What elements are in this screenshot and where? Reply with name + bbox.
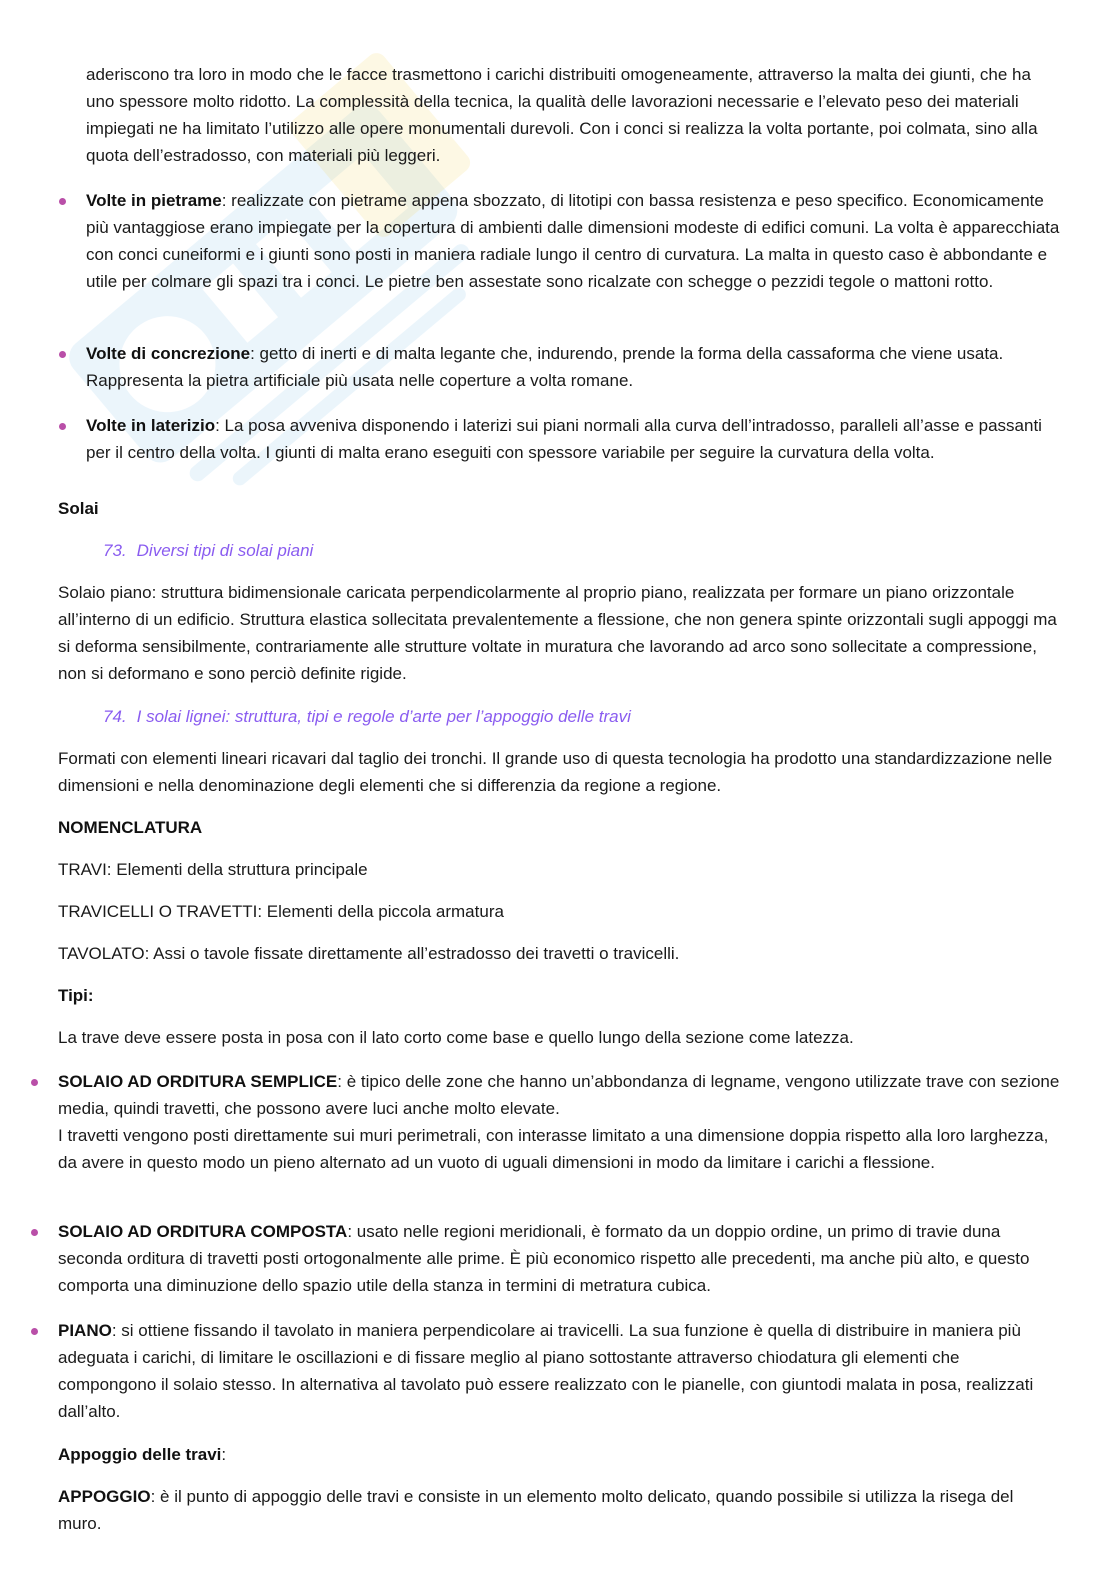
description: : La posa avveniva disponendo i laterizi sui piani normali alla curva dell’intradosso, paralleli all’asse e passanti per il centro della volta. I giunti di malta erano eseguiti con spessore variabile per seguire la curvatura della volta. [86,416,1042,462]
question-heading-74: 74. I solai lignei: struttura, tipi e regole d’arte per l’appoggio delle travi [103,707,631,726]
nomenclatura-item: TAVOLATO: Assi o tavole fissate direttamente all’estradosso dei travetti o travicelli. [58,944,680,963]
appoggio-paragraph [58,1483,1061,1537]
section-title-solai: Solai [58,499,99,518]
description: : è tipico delle zone che hanno un’abbondanza di legname, vengono utilizzate trave con sezione media, quindi travetti, che possono avere luci anche molto elevate. [58,1072,1060,1118]
term: APPOGGIO [58,1487,151,1506]
term: Volte di concrezione [86,344,251,363]
intro-paragraph: aderiscono tra loro in modo che le facce trasmettono i carichi distribuiti omogeneamente, attraverso la malta dei giunti, che ha uno spessore molto ridotto. La complessità della tecnica, la qualità delle lavorazioni necessarie e l’elevato peso dei materiali impiegati ne ha limitato l’utilizzo alle opere monumentali durevoli. Con i conci si realizza la volta portante, poi colmata, sino alla quota dell’estradosso, con materiali più leggeri. [86,65,1038,165]
nomenclatura-title: NOMENCLATURA [58,818,203,837]
list-item-orditura-composta [58,1218,1061,1299]
q74-paragraph: Formati con elementi lineari ricavari dal taglio dei tronchi. Il grande uso di questa tecnologia ha prodotto una standardizzazione nelle dimensioni e nella denominazione degli elementi che si differenzia da regione a regione. [58,749,1053,795]
tipi-paragraph: La trave deve essere posta in posa con il lato corto come base e quello lungo della sezione come latezza. [58,1028,854,1047]
description: : getto di inerti e di malta legante che, indurendo, prende la forma della cassaforma che viene usata. Rappresenta la pietra artificiale più usata nelle coperture a volta romane. [86,344,1004,390]
tipi-title: Tipi: [58,986,94,1005]
list-item-volte-concrezione [86,340,1061,394]
list-item-orditura-semplice [58,1068,1061,1176]
description: : realizzate con pietrame appena sbozzato, di litotipi con bassa resistenza e peso specifico. Economicamente più vantaggiose erano impiegate per la copertura di ambienti dalle dimensioni modeste di edifici comuni. La volta è apparecchiata con conci cuneiformi e i giunti sono posti in maniera radiale lungo il centro di curvatura. La malta in questo caso è abbondante e utile per colmare gli spazi tra i conci. Le pietre ben assestate sono ricalzate con schegge o pezzidi tegole o mattoni rotto. [86,191,1060,291]
list-item-volte-pietrame [86,187,1061,295]
question-heading-73: 73. Diversi tipi di solai piani [103,541,314,560]
q73-paragraph: Solaio piano: struttura bidimensionale caricata perpendicolarmente al proprio piano, realizzata per formare un piano orizzontale all’interno di un edificio. Struttura elastica sollecitata prevalentemente a flessione, che non genera spinte orizzontali sugli appoggi ma si deforma sensibilmente, contrariamente alle strutture voltate in muratura che lavorando ad arco sono sollecitate a compressione, non si deformano e sono perciò definite rigide. [58,583,1057,683]
term: SOLAIO AD ORDITURA COMPOSTA [58,1222,348,1241]
appoggio-title: Appoggio delle travi: [58,1445,227,1464]
description: : è il punto di appoggio delle travi e consiste in un elemento molto delicato, quando possibile si utilizza la risega del muro. [58,1487,1014,1533]
nomenclatura-item: TRAVI: Elementi della struttura principale [58,860,368,879]
nomenclatura-item: TRAVICELLI O TRAVETTI: Elementi della piccola armatura [58,902,504,921]
description: : si ottiene fissando il tavolato in maniera perpendicolare ai travicelli. La sua funzione è quella di distribuire in maniera più adeguata i carichi, di limitare le oscillazioni e di fissare meglio al piano sottostante attraverso chiodatura gli elementi che compongono il solaio stesso. In alternativa al tavolato può essere realizzato con le pianelle, con giuntodi malata in posa, realizzati dall’alto. [58,1321,1034,1421]
description-continued: I travetti vengono posti direttamente sui muri perimetrali, con interasse limitato a una dimensione doppia rispetto alla loro larghezza, da avere in questo modo un pieno alternato ad un vuoto di uguali dimensioni in modo da limitare i carichi a flessione. [58,1126,1049,1172]
term: PIANO [58,1321,112,1340]
list-item-piano [58,1317,1061,1425]
description: : usato nelle regioni meridionali, è formato da un doppio ordine, un primo di travie duna seconda orditura di travetti posti ortogonalmente alle prime. È più economico rispetto alle precedenti, ma anche più alto, e questo comporta una diminuzione dello spazio utile della stanza in termini di metratura cubica. [58,1222,1030,1295]
term: SOLAIO AD ORDITURA SEMPLICE [58,1072,338,1091]
term: Volte in laterizio [86,416,216,435]
list-item-volte-laterizio [86,412,1061,466]
term: Volte in pietrame [86,191,222,210]
